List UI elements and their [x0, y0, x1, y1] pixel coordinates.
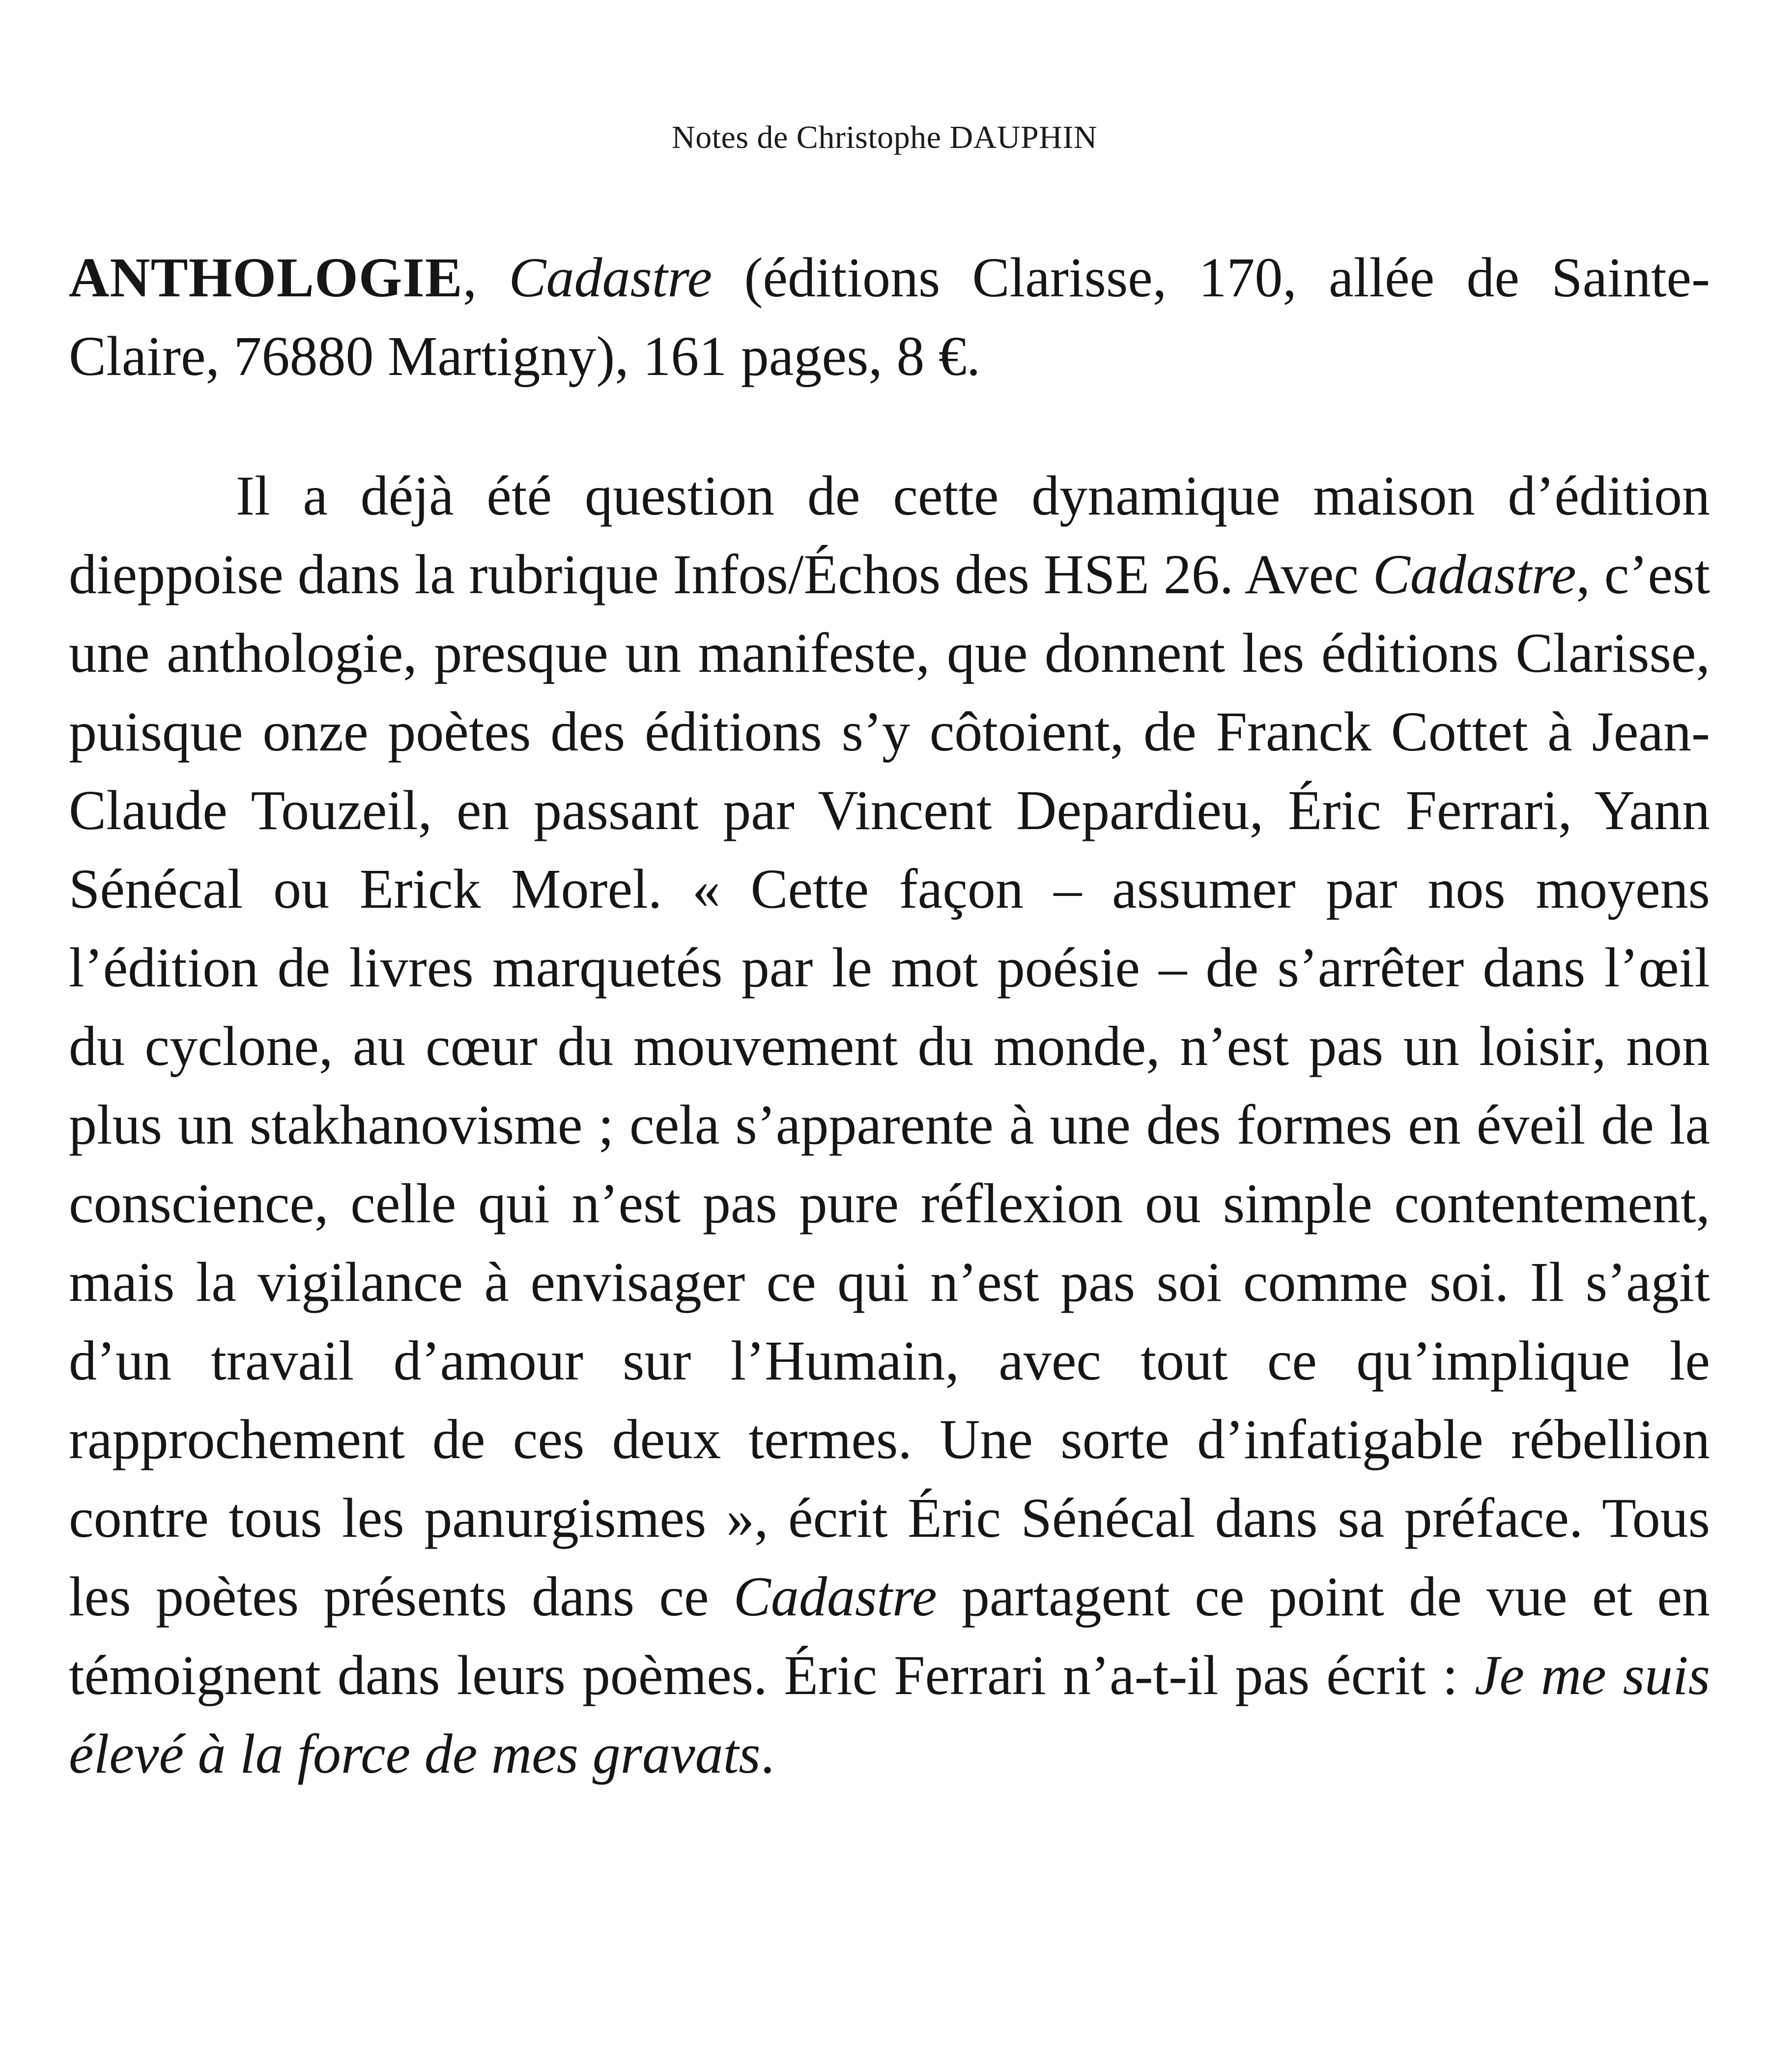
final-period: . [760, 1723, 775, 1785]
review-text-part-3: partagent ce point de vue et en témoignent dans leurs poèmes. Éric Ferrari n’a-t-il pas écrit : [69, 1565, 1711, 1706]
review-text-part-1: Il a déjà été question de cette dynamique maison d’édition dieppoise dans la rubrique Infos/Échos des HSE 26. Avec [69, 464, 1710, 605]
book-author: ANTHOLOGIE [69, 246, 463, 309]
title-reference-1: Cadastre [1372, 543, 1576, 605]
review-paragraph [69, 457, 1710, 1793]
review-text-part-2: , c’est une anthologie, presque un manifeste, que donnent les éditions Clarisse, puisque onze poètes des éditions s’y côtoient, de Franck Cottet à Jean-Claude Touzeil, en passant par Vincent Depardieu, Éric Ferrari, Yann Sénécal ou Erick Morel. « Cette façon – assumer par nos moyens l’édition de livres marquetés par le mot poésie – de s’arrêter dans l’œil du cyclone, au cœur du mouvement du monde, n’est pas un loisir, non plus un stakhanovisme ; cela s’apparente à une des formes en éveil de la conscience, celle qui n’est pas pure réflexion ou simple contentement, mais la vigilance à envisager ce qui n’est pas soi comme soi. Il s’agit d’un travail d’amour sur l’Humain, avec tout ce qu’implique le rapprochement de ces deux termes. Une sorte d’infatigable rébellion contre tous les panurgismes », écrit Éric Sénécal dans sa préface. Tous les poètes présents dans ce [69, 543, 1710, 1628]
title-reference-2: Cadastre [733, 1565, 937, 1628]
book-title: Cadastre [509, 246, 713, 309]
publisher-details: (éditions Clarisse, 170, allée de Sainte-Claire, 76880 Martigny), 161 pages, 8 €. [69, 246, 1710, 387]
review-entry [69, 238, 1710, 1793]
running-header: Notes de Christophe DAUPHIN [672, 119, 1097, 155]
closing-quotation: Je me suis élevé à la force de mes gravats [69, 1644, 1710, 1785]
citation-separator: , [462, 246, 509, 309]
bibliographic-citation [69, 238, 1710, 396]
